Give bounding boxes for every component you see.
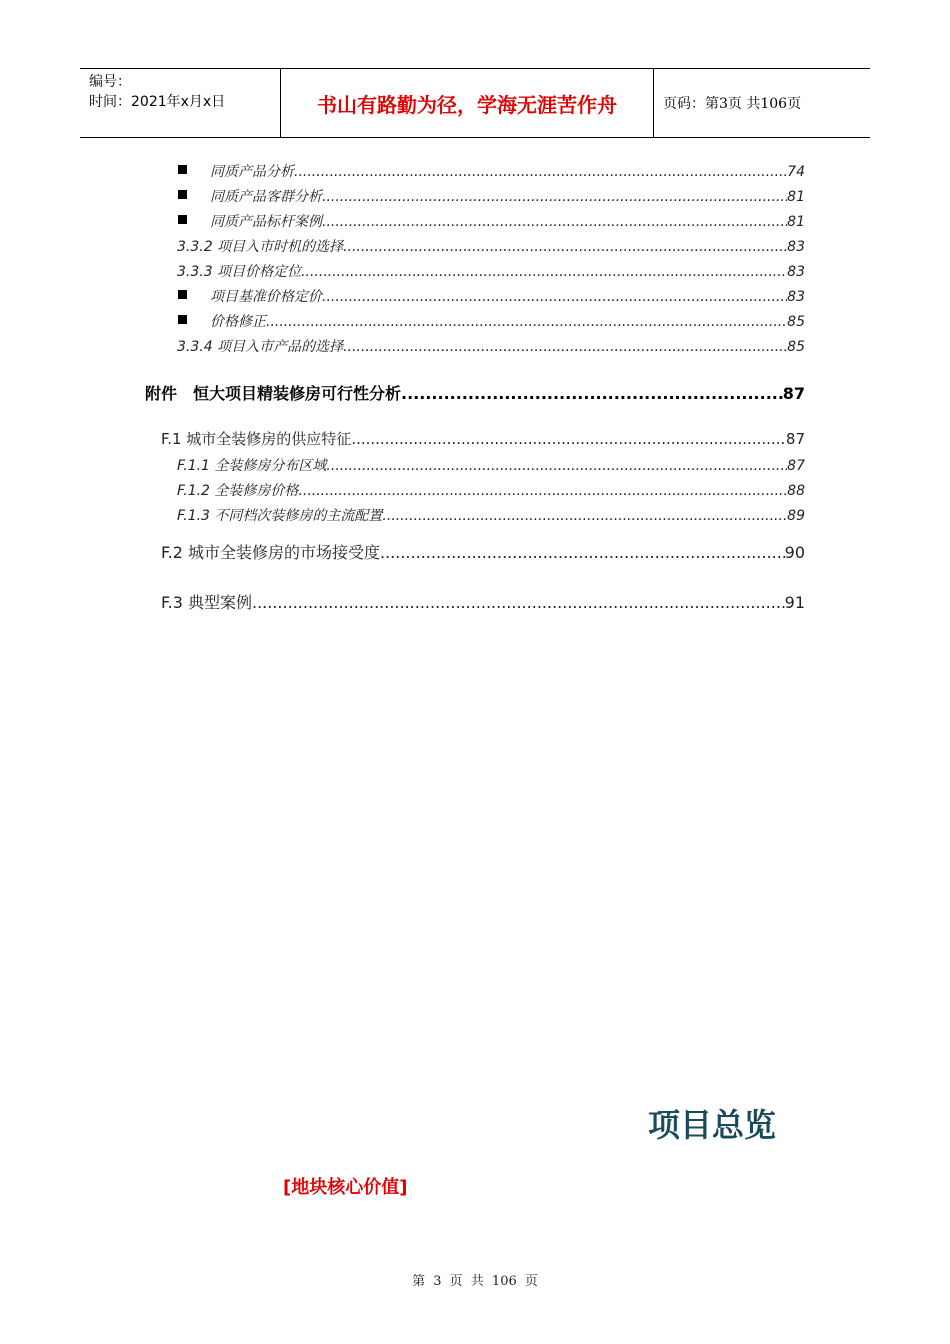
toc-entry-page: 83 [787, 239, 805, 255]
toc-entry-title: 同质产品标杆案例 [210, 214, 322, 230]
toc-entry-page: 74 [787, 164, 805, 180]
section-label: [地块核心价值] [283, 1177, 408, 1198]
toc-section-entry[interactable] [161, 428, 805, 449]
toc-entry-page: 83 [787, 264, 805, 280]
toc-entry-page: 81 [787, 214, 805, 230]
toc-entry[interactable] [177, 480, 805, 500]
bullet-icon [178, 290, 187, 299]
header-page-info: 页码：第3页 共106页 [663, 96, 802, 112]
header-number-label: 编号： [89, 74, 131, 90]
toc-section-entry[interactable] [161, 540, 805, 563]
toc-entry-page: 81 [787, 189, 805, 205]
toc-entry[interactable] [210, 186, 805, 206]
toc-section-entry[interactable] [161, 590, 805, 613]
page-header [80, 68, 870, 138]
page-footer: 第 3 页 共 106 页 [412, 1274, 538, 1289]
toc-entry-title: 同质产品分析 [210, 164, 294, 180]
toc-entry-page: 85 [787, 339, 805, 355]
toc-entry[interactable] [210, 161, 805, 181]
toc-entry[interactable] [210, 211, 805, 231]
header-date: 时间：2021年x月x日 [89, 94, 226, 110]
bullet-icon [178, 165, 187, 174]
toc-entry-page: 90 [784, 543, 805, 562]
bullet-icon [178, 315, 187, 324]
toc-entry[interactable] [210, 286, 805, 306]
toc-entry-title: F.1.3 不同档次装修房的主流配置 [177, 508, 383, 524]
header-meta [80, 69, 281, 137]
toc-appendix-entry[interactable] [145, 381, 805, 404]
toc-entry-title: 附件 恒大项目精装修房可行性分析 [145, 384, 402, 403]
toc-entry-page: 83 [787, 289, 805, 305]
toc-entry-title: 3.3.2 项目入市时机的选择 [177, 239, 344, 255]
toc-entry-page: 88 [787, 483, 805, 499]
toc-entry-page: 87 [785, 430, 805, 448]
bullet-icon [178, 215, 187, 224]
toc-entry-title: 同质产品客群分析 [210, 189, 322, 205]
toc-entry-title: F.1 城市全装修房的供应特征 [161, 430, 352, 448]
toc-entry-page: 87 [787, 458, 805, 474]
toc-entry[interactable] [177, 261, 805, 281]
toc-entry[interactable] [177, 505, 805, 525]
toc-entry-page: 87 [782, 384, 805, 403]
section-heading: 项目总览 [648, 1106, 777, 1144]
toc-entry-title: F.1.2 全装修房价格 [177, 483, 299, 499]
toc-entry[interactable] [177, 336, 805, 356]
toc-entry-page: 89 [787, 508, 805, 524]
toc-entry[interactable] [210, 311, 805, 331]
toc-entry-title: 3.3.3 项目价格定位 [177, 264, 302, 280]
toc-entry-page: 85 [787, 314, 805, 330]
toc-entry-title: 项目基准价格定价 [210, 289, 322, 305]
toc-entry-title: 价格修正 [210, 314, 266, 330]
toc-entry-title: F.2 城市全装修房的市场接受度 [161, 543, 380, 562]
toc-entry-title: 3.3.4 项目入市产品的选择 [177, 339, 344, 355]
toc-entry-page: 91 [784, 593, 805, 612]
header-motto: 书山有路勤为径，学海无涯苦作舟 [281, 69, 654, 137]
toc-entry[interactable] [177, 236, 805, 256]
toc-entry[interactable] [177, 455, 805, 475]
toc-entry-title: F.1.1 全装修房分布区域 [177, 458, 327, 474]
toc-entry-title: F.3 典型案例 [161, 593, 252, 612]
bullet-icon [178, 190, 187, 199]
